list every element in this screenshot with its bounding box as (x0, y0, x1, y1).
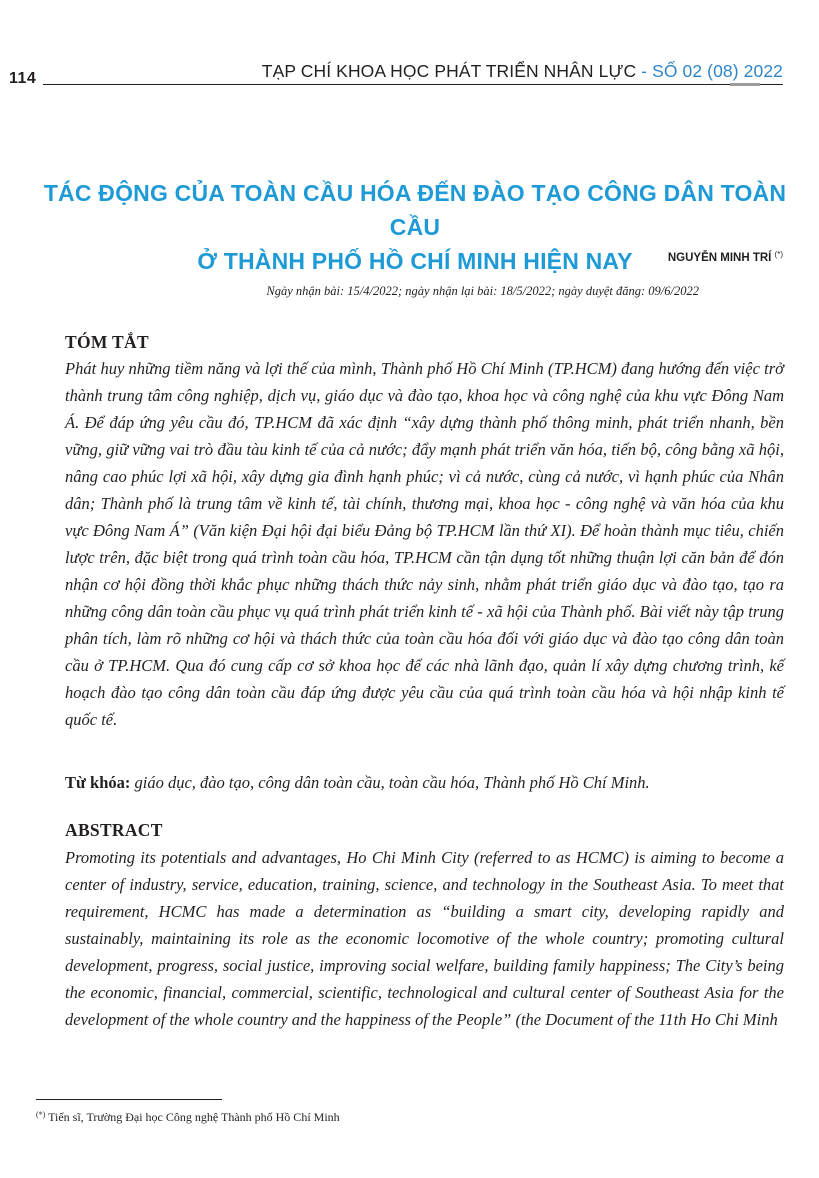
journal-issue: - SỐ 02 (08) 2022 (636, 61, 783, 81)
article-title-line-1: TÁC ĐỘNG CỦA TOÀN CẦU HÓA ĐẾN ĐÀO TẠO CÔNG DÂN TOÀN CẦU (43, 180, 787, 240)
running-header (0, 58, 819, 92)
keywords (65, 769, 784, 796)
abstract-body: Promoting its potentials and advantages, Ho Chi Minh City (referred to as HCMC) is aiming to become a center of industry, service, education, training, science, and technology in the Southeast Asia. To meet that requirement, HCMC has made a determination as “building a smart city, developing rapidly and sustainably, maintaining its role as the economic locomotive of the whole country; promoting cultural development, progress, social justice, improving social welfare, building family happiness; The City’s being the economic, financial, commercial, scientific, technological and cultural center of Southeast Asia for the development of the whole country and the happiness of the People” (the Document of the 11th Ho Chi Minh (65, 848, 784, 1029)
article-title-line-2: Ở THÀNH PHỐ HỒ CHÍ MINH HIỆN NAY (197, 248, 633, 274)
summary-heading: TÓM TẮT (65, 332, 149, 352)
page-number: 114 (9, 70, 37, 87)
footnote-rule (36, 1099, 222, 1100)
author-name: NGUYỄN MINH TRÍ (667, 252, 772, 264)
header-accent-bar (730, 83, 760, 86)
journal-name: TẠP CHÍ KHOA HỌC PHÁT TRIỂN NHÂN LỰC (261, 61, 637, 81)
journal-title (262, 61, 783, 82)
footnote-text: Tiến sĩ, Trường Đại học Công nghệ Thành phố Hồ Chí Minh (45, 1110, 340, 1124)
submission-dates: Ngày nhận bài: 15/4/2022; ngày nhận lại bài: 18/5/2022; ngày duyệt đăng: 09/6/2022 (266, 284, 699, 298)
author-footnote-mark: (*) (774, 250, 783, 259)
footnote (36, 1110, 340, 1125)
footnote-mark: (*) (36, 1110, 46, 1119)
keywords-list: giáo dục, đào tạo, công dân toàn cầu, toàn cầu hóa, Thành phố Hồ Chí Minh. (130, 773, 650, 792)
abstract-heading: ABSTRACT (65, 820, 163, 840)
author (668, 250, 783, 264)
summary-body: Phát huy những tiềm năng và lợi thế của mình, Thành phố Hồ Chí Minh (TP.HCM) đang hướng đến việc trở thành trung tâm công nghiệp, dịch vụ, giáo dục và đào tạo, khoa học và công nghệ của khu vực Đông Nam Á. Để đáp ứng yêu cầu đó, TP.HCM đã xác định “xây dựng thành phố thông minh, phát triển nhanh, bền vững, giữ vững vai trò đầu tàu kinh tế của cả nước; đẩy mạnh phát triển văn hóa, tiến bộ, công bằng xã hội, nâng cao phúc lợi xã hội, xây dựng gia đình hạnh phúc; vì cả nước, cùng cả nước, vì hạnh phúc của Nhân dân; Thành phố là trung tâm về kinh tế, tài chính, thương mại, khoa học - công nghệ và văn hóa của khu vực Đông Nam Á” (Văn kiện Đại hội đại biểu Đảng bộ TP.HCM lần thứ XI). Để hoàn thành mục tiêu, chiến lược trên, đặc biệt trong quá trình toàn cầu hóa, TP.HCM cần tận dụng tốt những thuận lợi căn bản để đón nhận cơ hội đồng thời khắc phục những thách thức nảy sinh, nhằm phát triển giáo dục và đào tạo, tạo ra những công dân toàn cầu phục vụ quá trình phát triển kinh tế - xã hội của Thành phố. Bài viết này tập trung phân tích, làm rõ những cơ hội và thách thức của toàn cầu hóa đối với giáo dục và đào tạo công dân toàn cầu ở TP.HCM. Qua đó cung cấp cơ sở khoa học để các nhà lãnh đạo, quản lí xây dựng chương trình, kế hoạch đào tạo công dân toàn cầu đáp ứng được yêu cầu của quá trình toàn cầu hóa và hội nhập kinh tế quốc tế. (65, 359, 784, 729)
header-rule (43, 84, 783, 85)
keywords-label: Từ khóa: (65, 773, 131, 792)
